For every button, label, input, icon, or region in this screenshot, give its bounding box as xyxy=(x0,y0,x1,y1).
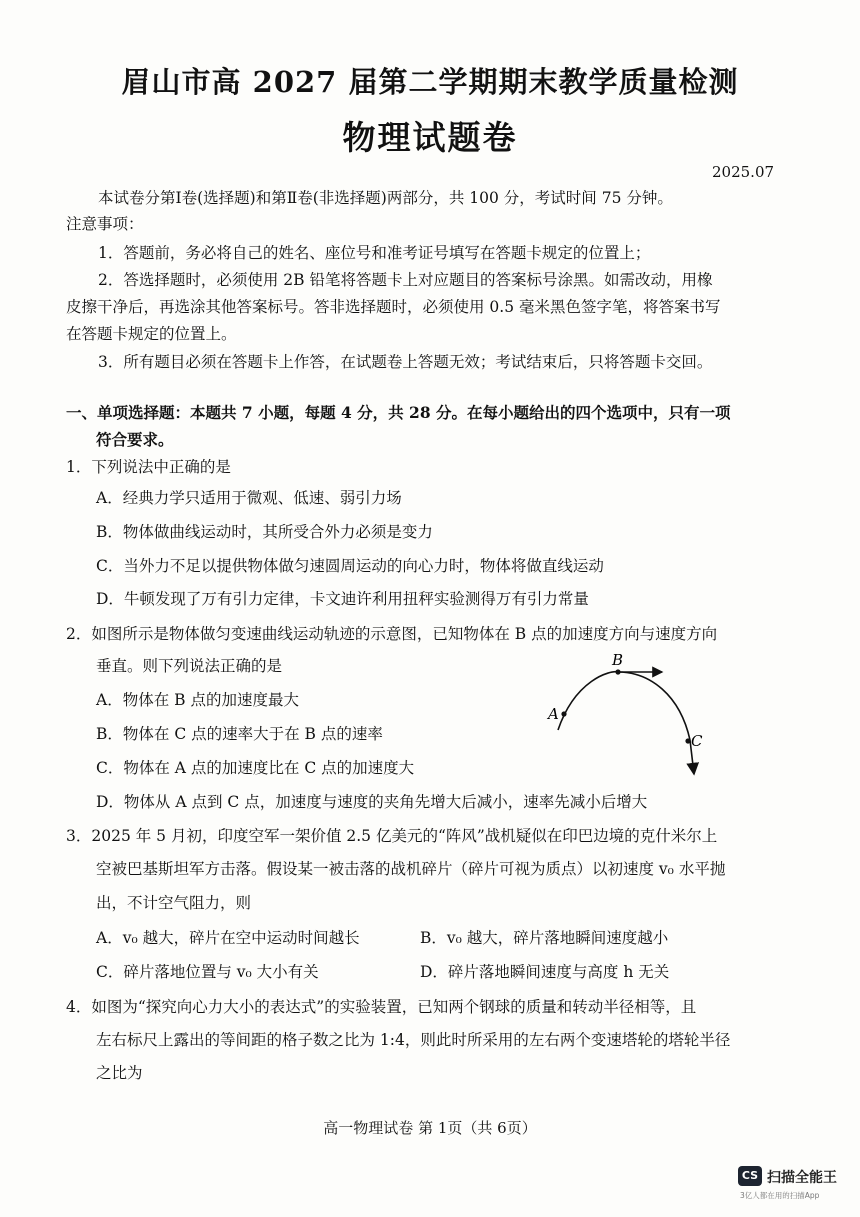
q2-option-d: D．物体从 A 点到 C 点，加速度与速度的夹角先增大后减小，速率先减小后增大 xyxy=(96,793,648,811)
q3-option-c: C．碎片落地位置与 v₀ 大小有关 xyxy=(96,963,319,981)
trajectory-figure xyxy=(540,650,720,790)
q1-option-a: A．经典力学只适用于微观、低速、弱引力场 xyxy=(96,489,402,507)
scanner-tagline: 3亿人都在用的扫描App xyxy=(740,1191,820,1200)
notice-item-3: 3．所有题目必须在答题卡上作答，在试题卷上答题无效；考试结束后，只将答题卡交回。 xyxy=(98,353,713,371)
point-a-dot xyxy=(561,711,566,716)
scanner-watermark xyxy=(738,1166,850,1206)
exam-subtitle: 物理试题卷 xyxy=(342,118,518,157)
point-c-dot xyxy=(685,738,690,743)
intro-text: 本试卷分第Ⅰ卷(选择题)和第Ⅱ卷(非选择题)两部分，共 100 分，考试时间 75 分钟。 xyxy=(98,189,673,207)
q1-option-d: D．牛顿发现了万有引力定律，卡文迪许利用扭秤实验测得万有引力常量 xyxy=(96,590,589,608)
trajectory-curve xyxy=(558,672,694,774)
q3-option-d: D．碎片落地瞬间速度与高度 h 无关 xyxy=(420,963,670,981)
scanner-logo-icon: CS xyxy=(738,1166,762,1186)
notice-item-2-line-1: 2．答选择题时，必须使用 2B 铅笔将答题卡上对应题目的答案标号涂黑。如需改动，用橡 xyxy=(98,271,713,289)
point-c-label: C xyxy=(691,732,703,750)
q3-option-a: A．v₀ 越大，碎片在空中运动时间越长 xyxy=(96,929,360,947)
exam-date: 2025.07 xyxy=(712,163,775,181)
q3-stem-line-3: 出，不计空气阻力，则 xyxy=(96,894,252,912)
scanner-app-name: 扫描全能王 xyxy=(767,1170,837,1186)
q2-option-b: B．物体在 C 点的速率大于在 B 点的速率 xyxy=(96,725,383,743)
point-b-label: B xyxy=(612,651,624,669)
notice-item-2-line-2: 皮擦干净后，再选涂其他答案标号。答非选择题时，必须使用 0.5 毫米黑色签字笔，将答案书写 xyxy=(66,298,721,316)
q1-option-b: B．物体做曲线运动时，其所受合外力必须是变力 xyxy=(96,523,433,541)
page-footer: 高一物理试卷 第 1页（共 6页） xyxy=(323,1119,537,1137)
q4-stem-line-2: 左右标尺上露出的等间距的格子数之比为 1:4，则此时所采用的左右两个变速塔轮的塔轮半径 xyxy=(96,1031,731,1049)
q1-stem: 1．下列说法中正确的是 xyxy=(66,458,231,476)
q3-stem-line-2: 空被巴基斯坦军方击落。假设某一被击落的战机碎片（碎片可视为质点）以初速度 v₀ 水平抛 xyxy=(96,860,726,878)
q4-stem-line-1: 4．如图为“探究向心力大小的表达式”的实验装置，已知两个钢球的质量和转动半径相等，且 xyxy=(66,998,697,1016)
section-1-heading: 一、单项选择题：本题共 7 小题，每题 4 分，共 28 分。在每小题给出的四个选项中，只有一项 xyxy=(66,403,731,422)
notice-item-2-line-3: 在答题卡规定的位置上。 xyxy=(66,325,237,343)
q2-option-a: A．物体在 B 点的加速度最大 xyxy=(96,691,299,709)
notice-item-1: 1．答题前，务必将自己的姓名、座位号和准考证号填写在答题卡规定的位置上； xyxy=(98,244,651,262)
q3-option-b: B．v₀ 越大，碎片落地瞬间速度越小 xyxy=(420,929,669,947)
q2-stem-line-2: 垂直。则下列说法正确的是 xyxy=(96,657,283,675)
q1-option-c: C．当外力不足以提供物体做匀速圆周运动的向心力时，物体将做直线运动 xyxy=(96,557,604,575)
q4-stem-line-3: 之比为 xyxy=(96,1064,143,1082)
q3-stem-line-1: 3．2025 年 5 月初，印度空军一架价值 2.5 亿美元的“阵风”战机疑似在印巴边境的克什米尔上 xyxy=(66,827,718,845)
point-a-label: A xyxy=(548,705,559,723)
section-1-heading-cont: 符合要求。 xyxy=(96,430,174,449)
notice-heading: 注意事项： xyxy=(66,215,144,233)
point-b-dot xyxy=(615,669,620,674)
q2-stem-line-1: 2．如图所示是物体做匀变速曲线运动轨迹的示意图，已知物体在 B 点的加速度方向与速度方向 xyxy=(66,625,718,643)
q2-option-c: C．物体在 A 点的加速度比在 C 点的加速度大 xyxy=(96,759,415,777)
exam-title: 眉山市高 2027 届第二学期期末教学质量检测 xyxy=(121,65,739,99)
